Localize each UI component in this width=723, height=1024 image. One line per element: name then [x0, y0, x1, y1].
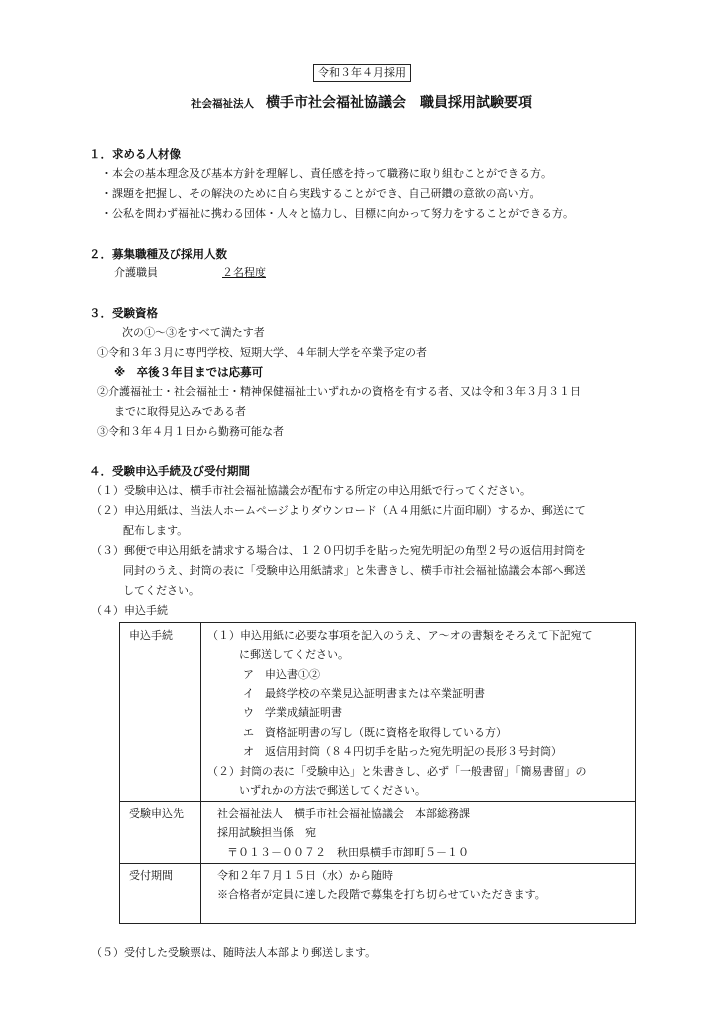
section4-p2-line1: （２）申込用紙は、当法人ホームページよりダウンロード（Ａ４用紙に片面印刷）するか、郵送にて — [91, 504, 586, 517]
section3-heading: ３．受験資格 — [89, 306, 158, 320]
procedure-line-9: いずれかの方法で郵送してください。 — [239, 784, 426, 797]
section4-p5: （５）受付した受験票は、随時法人本部より郵送します。 — [91, 946, 377, 959]
section4-p3-line2: 同封のうえ、封筒の表に「受験申込用紙請求」と朱書きし、横手市社会福祉協議会本部へ郵送 — [123, 564, 586, 577]
boxed-recruitment-year: 令和３年４月採用 — [313, 64, 411, 82]
section4-p2-line2: 配布します。 — [123, 524, 189, 537]
org-type: 社会福祉法人 — [191, 98, 254, 110]
section1-item-1: ・本会の基本理念及び基本方針を理解し、責任感を持って職務に取り組むことができる方。 — [101, 167, 552, 180]
procedure-line-8: （２）封筒の表に「受験申込」と朱書きし、必ず「一般書留」「簡易書留」の — [207, 765, 587, 778]
section1-heading: １．求める人材像 — [89, 147, 181, 161]
period-line-1: 令和２年７月１５日（水）から随時 — [217, 869, 393, 882]
destination-address: 〒０１３－００７２ 秋田県横手市卸町５－１０ — [227, 846, 469, 859]
procedure-item-a: ア 申込書①② — [243, 668, 320, 681]
section4-p3-line3: してください。 — [123, 584, 200, 597]
procedure-item-i: イ 最終学校の卒業見込証明書または卒業証明書 — [243, 687, 485, 700]
job-type: 介護職員 — [114, 266, 158, 279]
section3-item-2-line1: ②介護福祉士・社会福祉士・精神保健福祉士いずれかの資格を有する者、又は令和３年３月３１日 — [97, 385, 581, 398]
page-title — [0, 92, 723, 112]
procedure-line-2: に郵送してください。 — [239, 648, 349, 661]
section4-heading: ４．受験申込手続及び受付期間 — [89, 464, 250, 478]
hire-count: ２名程度 — [222, 266, 266, 279]
section1-item-2: ・課題を把握し、その解決のために自ら実践することができ、自己研鑽の意欲の高い方。 — [101, 187, 541, 200]
period-line-2: ※合格者が定員に達した段階で募集を打ち切らせていただきます。 — [217, 888, 546, 901]
destination-line-1: 社会福祉法人 横手市社会福祉協議会 本部総務課 — [217, 807, 470, 820]
table-row-divider — [120, 863, 635, 864]
document-title: 職員採用試験要項 — [420, 95, 532, 111]
section3-item-3: ③令和３年４月１日から勤務可能な者 — [97, 425, 284, 438]
section4-p1: （１）受験申込は、横手市社会福祉協議会が配布する所定の申込用紙で行ってください。 — [91, 484, 531, 497]
section4-p4: （４）申込手続 — [91, 604, 168, 617]
row-label-procedure: 申込手続 — [129, 629, 173, 642]
section2-heading: ２．募集職種及び採用人数 — [89, 247, 227, 261]
section4-p3-line1: （３）郵便で申込用紙を請求する場合は、１２０円切手を貼った宛先明記の角型２号の返信用封筒を — [91, 544, 586, 557]
table-row-divider — [120, 801, 635, 802]
table-column-divider — [200, 623, 201, 923]
procedure-line-1: （１）申込用紙に必要な事項を記入のうえ、ア～オの書類をそろえて下記宛て — [207, 629, 593, 642]
procedure-item-o: オ 返信用封筒（８４円切手を貼った宛先明記の長形３号封筒） — [243, 745, 562, 758]
destination-line-2: 採用試験担当係 宛 — [217, 826, 316, 839]
section3-intro: 次の①～③をすべて満たす者 — [122, 326, 265, 339]
section3-item-2-line2: までに取得見込みである者 — [114, 405, 246, 418]
row-label-destination: 受験申込先 — [129, 807, 184, 820]
org-name: 横手市社会福祉協議会 — [266, 95, 406, 111]
application-procedure-table — [119, 622, 636, 924]
row-label-period: 受付期間 — [129, 869, 173, 882]
section3-item-1: ①令和３年３月に専門学校、短期大学、４年制大学を卒業予定の者 — [97, 346, 427, 359]
section3-note: ※ 卒後３年目までは応募可 — [114, 365, 264, 379]
procedure-item-e: エ 資格証明書の写し（既に資格を取得している方） — [243, 726, 507, 739]
procedure-item-u: ウ 学業成績証明書 — [243, 706, 342, 719]
section1-item-3: ・公私を問わず福祉に携わる団体・人々と協力し、目標に向かって努力をすることができる方。 — [101, 207, 574, 220]
